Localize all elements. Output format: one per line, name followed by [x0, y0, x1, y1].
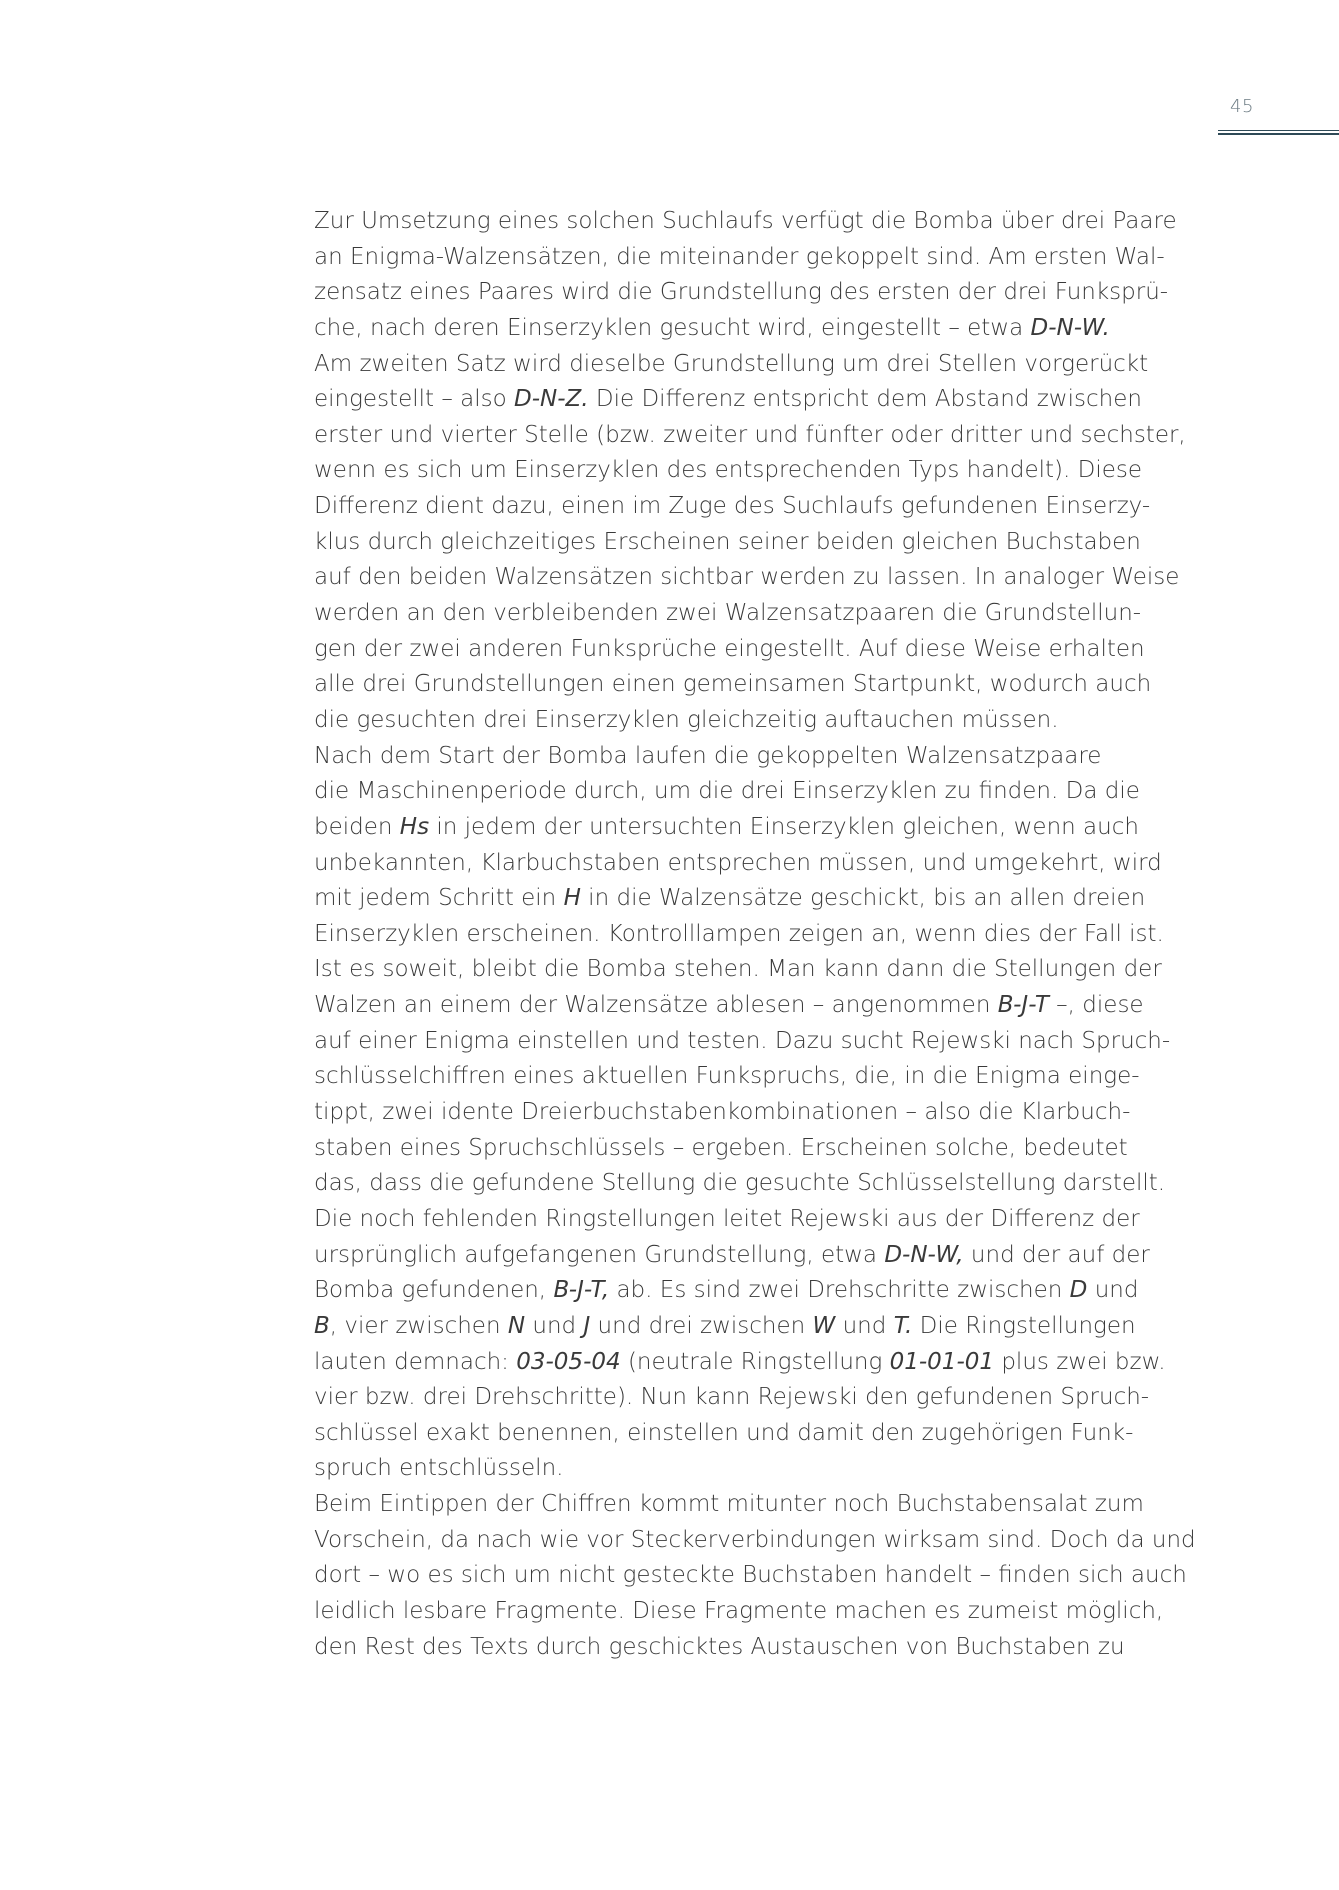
text-segment: alle drei Grundstellungen einen gemeinsamen Startpunkt, wodurch auch: [314, 671, 1152, 698]
text-segment: Bomba gefundenen,: [314, 1277, 554, 1304]
italic-term: J: [583, 1312, 591, 1339]
text-line: [314, 1024, 1214, 1060]
italic-term: B-J-T: [997, 992, 1049, 1019]
italic-term: D-N-W.: [1030, 314, 1110, 341]
italic-term: N: [507, 1312, 526, 1339]
text-segment: Nach dem Start der Bomba laufen die gekoppelten Walzensatzpaare: [314, 742, 1102, 769]
text-line: [314, 1238, 1214, 1274]
text-segment: erster und vierter Stelle (bzw. zweiter und fünfter oder dritter und sechster,: [314, 421, 1186, 448]
text-line: [314, 774, 1214, 810]
italic-term: Hs: [399, 813, 430, 840]
text-segment: Beim Eintippen der Chiffren kommt mitunter noch Buchstabensalat zum: [314, 1491, 1144, 1518]
text-line: [314, 596, 1214, 632]
text-segment: spruch entschlüsseln.: [314, 1455, 564, 1482]
text-line: [314, 1345, 1214, 1381]
text-line: [314, 489, 1214, 525]
text-line: [314, 1630, 1214, 1666]
text-segment: plus zwei bzw.: [994, 1348, 1166, 1375]
text-segment: den Rest des Texts durch geschicktes Austauschen von Buchstaben zu: [314, 1633, 1125, 1660]
italic-term: D: [1069, 1277, 1088, 1304]
text-segment: und: [1087, 1277, 1139, 1304]
header-rule-thick: [1218, 133, 1339, 135]
header-rule-thin: [1218, 130, 1339, 131]
italic-term: W: [812, 1312, 836, 1339]
text-segment: Die noch fehlenden Ringstellungen leitet Rejewski aus der Differenz der: [314, 1205, 1140, 1232]
text-segment: ursprünglich aufgefangenen Grundstellung, etwa: [314, 1241, 885, 1268]
text-segment: schlüsselchiffren eines aktuellen Funkspruchs, die, in die Enigma einge-: [314, 1063, 1140, 1090]
text-line: [314, 1523, 1214, 1559]
text-line: [314, 560, 1214, 596]
text-segment: klus durch gleichzeitiges Erscheinen seiner beiden gleichen Buchstaben: [314, 528, 1141, 555]
text-segment: wenn es sich um Einserzyklen des entsprechenden Typs handelt). Diese: [314, 457, 1143, 484]
text-segment: Die Differenz entspricht dem Abstand zwischen: [588, 386, 1142, 413]
text-segment: tippt, zwei idente Dreierbuchstabenkombinationen – also die Klarbuch-: [314, 1099, 1131, 1126]
italic-term: T.: [893, 1312, 913, 1339]
italic-term: 03-05-04: [516, 1348, 621, 1375]
text-line: [314, 632, 1214, 668]
body-text: [314, 204, 1214, 1665]
text-segment: beiden: [314, 813, 400, 840]
text-line: [314, 810, 1214, 846]
text-segment: und der auf der: [963, 1241, 1150, 1268]
text-segment: che, nach deren Einserzyklen gesucht wird, eingestellt – etwa: [314, 314, 1031, 341]
text-segment: staben eines Spruchschlüssels – ergeben. Erscheinen solche, bedeutet: [314, 1134, 1128, 1161]
text-segment: an Enigma-Walzensätzen, die miteinander gekoppelt sind. Am ersten Wal-: [314, 243, 1165, 270]
text-segment: das, dass die gefundene Stellung die gesuchte Schlüsselstellung darstellt.: [314, 1170, 1166, 1197]
text-line: [314, 703, 1214, 739]
text-line: [314, 1166, 1214, 1202]
text-line: [314, 525, 1214, 561]
text-line: [314, 453, 1214, 489]
text-segment: auf den beiden Walzensätzen sichtbar werden zu lassen. In analoger Weise: [314, 564, 1180, 591]
text-line: [314, 1487, 1214, 1523]
text-segment: Walzen an einem der Walzensätze ablesen – angenommen: [314, 992, 998, 1019]
text-line: [314, 1594, 1214, 1630]
page-number: 45: [1230, 96, 1254, 117]
text-line: [314, 347, 1214, 383]
text-line: [314, 1059, 1214, 1095]
text-segment: und: [525, 1312, 584, 1339]
text-segment: unbekannten, Klarbuchstaben entsprechen müssen, und umgekehrt, wird: [314, 849, 1162, 876]
text-line: [314, 1095, 1214, 1131]
text-segment: leidlich lesbare Fragmente. Diese Fragmente machen es zumeist möglich,: [314, 1597, 1164, 1624]
text-segment: lauten demnach:: [314, 1348, 517, 1375]
text-segment: Vorschein, da nach wie vor Steckerverbindungen wirksam sind. Doch da und: [314, 1526, 1196, 1553]
text-segment: ab. Es sind zwei Drehschritte zwischen: [609, 1277, 1070, 1304]
text-line: [314, 311, 1214, 347]
text-line: [314, 739, 1214, 775]
text-line: [314, 1273, 1214, 1309]
italic-term: B: [314, 1312, 330, 1339]
text-line: [314, 667, 1214, 703]
text-line: [314, 382, 1214, 418]
text-segment: Einserzyklen erscheinen. Kontrolllampen zeigen an, wenn dies der Fall ist.: [314, 920, 1164, 947]
text-segment: eingestellt – also: [314, 386, 514, 413]
text-line: [314, 1558, 1214, 1594]
italic-term: 01-01-01: [889, 1348, 995, 1375]
text-segment: schlüssel exakt benennen, einstellen und damit den zugehörigen Funk-: [314, 1419, 1134, 1446]
text-segment: –, diese: [1048, 992, 1144, 1019]
text-segment: werden an den verbleibenden zwei Walzensatzpaaren die Grundstellun-: [314, 600, 1142, 627]
text-segment: dort – wo es sich um nicht gesteckte Buchstaben handelt – finden sich auch: [314, 1562, 1187, 1589]
text-segment: und: [835, 1312, 894, 1339]
text-segment: Ist es soweit, bleibt die Bomba stehen. Man kann dann die Stellungen der: [314, 956, 1162, 983]
text-segment: die Maschinenperiode durch, um die drei Einserzyklen zu finden. Da die: [314, 778, 1140, 805]
text-line: [314, 204, 1214, 240]
text-line: [314, 917, 1214, 953]
text-line: [314, 275, 1214, 311]
text-segment: Zur Umsetzung eines solchen Suchlaufs verfügt die Bomba über drei Paare: [314, 208, 1177, 234]
italic-term: B-J-T,: [553, 1277, 610, 1304]
italic-term: D-N-Z.: [514, 386, 589, 413]
text-segment: (neutrale Ringstellung: [620, 1348, 890, 1375]
text-line: [314, 1451, 1214, 1487]
text-line: [314, 1131, 1214, 1167]
text-line: [314, 1380, 1214, 1416]
text-segment: , vier zwischen: [329, 1312, 508, 1339]
text-segment: vier bzw. drei Drehschritte). Nun kann Rejewski den gefundenen Spruch-: [314, 1384, 1150, 1411]
text-line: [314, 1202, 1214, 1238]
text-segment: auf einer Enigma einstellen und testen. Dazu sucht Rejewski nach Spruch-: [314, 1027, 1171, 1054]
text-segment: gen der zwei anderen Funksprüche eingestellt. Auf diese Weise erhalten: [314, 635, 1145, 662]
text-line: [314, 881, 1214, 917]
text-line: [314, 240, 1214, 276]
text-segment: die gesuchten drei Einserzyklen gleichzeitig auftauchen müssen.: [314, 706, 1059, 733]
text-line: [314, 988, 1214, 1024]
text-segment: Am zweiten Satz wird dieselbe Grundstellung um drei Stellen vorgerückt: [314, 350, 1149, 377]
text-segment: in die Walzensätze geschickt, bis an allen dreien: [580, 885, 1146, 912]
text-line: [314, 1416, 1214, 1452]
text-line: [314, 846, 1214, 882]
text-segment: und drei zwischen: [590, 1312, 813, 1339]
text-segment: Die Ringstellungen: [912, 1312, 1136, 1339]
text-line: [314, 952, 1214, 988]
text-line: [314, 418, 1214, 454]
text-segment: mit jedem Schritt ein: [314, 885, 564, 912]
text-segment: in jedem der untersuchten Einserzyklen gleichen, wenn auch: [429, 813, 1139, 840]
text-line: [314, 1309, 1214, 1345]
text-segment: Differenz dient dazu, einen im Zuge des Suchlaufs gefundenen Einserzy-: [314, 493, 1151, 520]
italic-term: H: [563, 885, 581, 912]
italic-term: D-N-W,: [884, 1241, 964, 1268]
text-segment: zensatz eines Paares wird die Grundstellung des ersten der drei Funksprü-: [314, 279, 1169, 306]
